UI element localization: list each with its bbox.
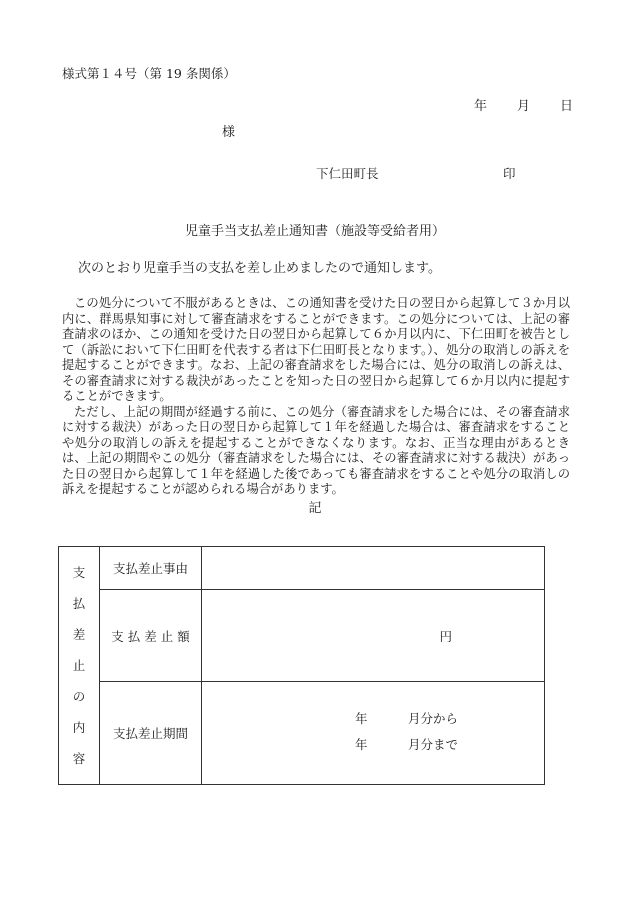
appeal-paragraph-1: この処分について不服があるときは、この通知書を受けた日の翌日から起算して３か月以内に、群馬県知事に対して審査請求をすることができます。この処分については、上記の審査請求のほか、この通知を受けた日の翌日から起算して６か月以内に、下仁田町を被告として（訴訟において下仁田町を代表する者は下仁田町長となります。）、処分の取消しの訴えを提起することができます。なお、上記の審査請求をした場合には、処分の取消しの訴えは、その審査請求に対する裁決があったことを知った日の翌日から起算して６か月以内に提起することができます。: [62, 296, 570, 403]
appeal-paragraph-2: ただし、上記の期間が経過する前に、この処分（審査請求をした場合には、その審査請求に対する裁決）があった日の翌日から起算して１年を経過した場合は、審査請求をすることや処分の取消しの訴えを提起することができなくなります。なお、正当な理由があるときは、上記の期間やこの処分（審査請求をした場合には、その審査請求に対する裁決）があった日の翌日から起算して１年を経過した後であっても審査請求をすることや処分の取消しの訴えを提起することが認められる場合があります。: [62, 404, 570, 496]
seal-mark: 印: [503, 166, 516, 181]
reason-label: 支払差止事由: [100, 547, 202, 590]
period-label: 支払差止期間: [100, 682, 202, 785]
amount-label: 支 払 差 止 額: [100, 590, 202, 682]
date-line: [474, 95, 573, 114]
period-value[interactable]: [202, 682, 545, 785]
document-title: 児童手当支払差止通知書（施設等受給者用）: [184, 224, 445, 239]
form-number: 様式第１４号（第 19 条関係）: [62, 66, 236, 81]
intro-sentence: 次のとおり児童手当の支払を差し止めましたので通知します。: [78, 261, 441, 276]
period-from-line: 年 月分から: [355, 711, 459, 726]
amount-unit: 円: [439, 628, 452, 644]
date-day: 日: [560, 99, 574, 114]
suspension-details-table: [58, 546, 545, 785]
period-to-line: 年 月分まで: [355, 737, 459, 752]
ki-marker: 記: [308, 501, 322, 516]
appeal-notice: [62, 296, 570, 498]
table-vertical-header: 支 払 差 止 の 内 容: [59, 547, 100, 785]
addressee-suffix: 様: [222, 125, 236, 140]
reason-value[interactable]: [202, 547, 545, 590]
date-month: 月: [517, 99, 531, 114]
date-year: 年: [474, 99, 488, 114]
sender-name: 下仁田町長: [316, 166, 379, 181]
amount-value[interactable]: [202, 590, 545, 682]
